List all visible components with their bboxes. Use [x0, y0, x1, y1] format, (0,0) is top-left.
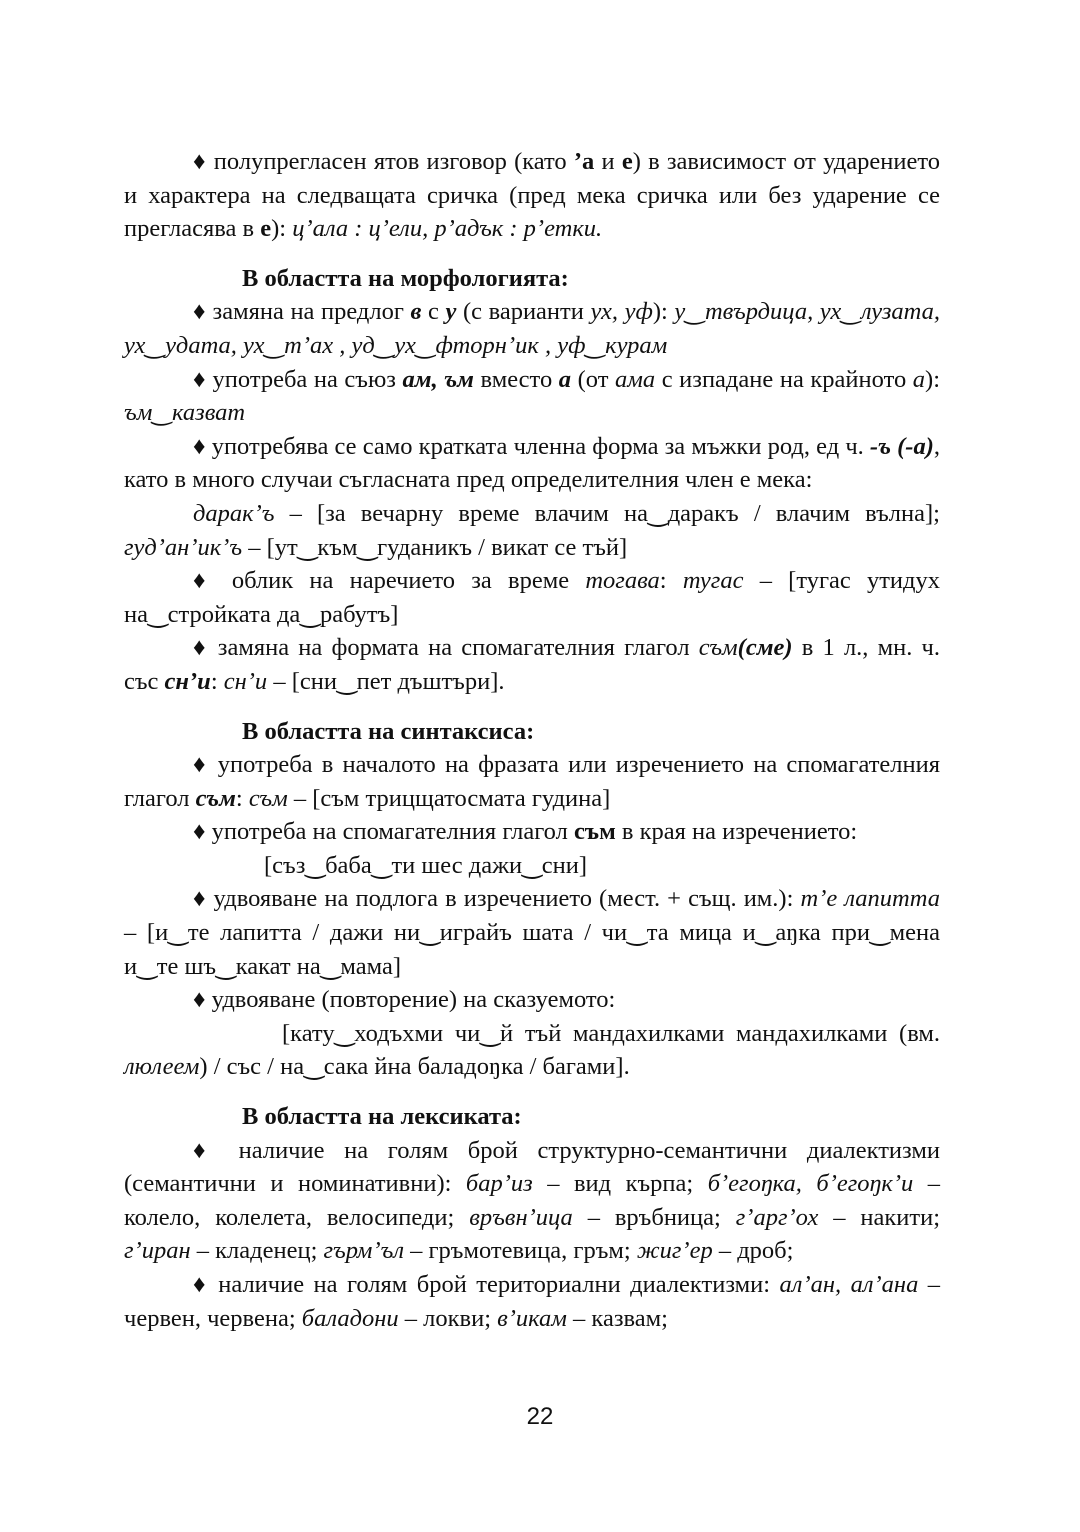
paragraph-sentence-end: ♦ употреба на спомагателния глагол съм в края на изречението: [193, 818, 858, 846]
paragraph-predicate-doubling: ♦ удвояване (повторение) на сказуемото: [193, 986, 616, 1014]
example-predicate-doubling: [кату‿ходъхми чи‿й тъй мандахилками мандахилками (вм. люлеем) / със / на‿сака йна баладоŋка / багами]. [124, 1019, 940, 1081]
heading-lexicon: В областта на лексиката: [242, 1103, 522, 1131]
paragraph-auxiliary-verb: ♦ замяна на формата на спомагателния глагол съм(сме) в 1 л., мн. ч. със сн’и: сн’и – [сни‿пет дъштъри]. [124, 634, 940, 695]
paragraph-article-examples: дарак’ъ – [за вечарну време влачим на‿даракъ / влачим вълна]; гуд’ан’ик’ъ – [ут‿към‿гуданикъ / викат се тъй] [124, 499, 940, 561]
paragraph-preposition: ♦ замяна на предлог в с у (с варианти ух, уф): у‿твърдица, ух‿лузата, ух‿удата, ух‿т’ах , уд‿ух‿фторн’ик , уф‿курам [124, 298, 940, 359]
example-sentence-end: [съз‿баба‿ти шес дажи‿сни] [264, 851, 588, 879]
page-number: 22 [526, 1403, 554, 1430]
paragraph-adverb: ♦ облик на наречието за време тогава: тугас – [тугас утидух на‿стройката да‿рабутъ] [124, 567, 940, 628]
heading-syntax: В областта на синтаксиса: [242, 717, 535, 745]
paragraph-conjunction: ♦ употреба на съюз ам, ъм вместо а (от ама с изпадане на крайното а): ъм‿казват [124, 365, 940, 427]
paragraph-article: ♦ употребява се само кратката членна форма за мъжки род, ед ч. -ъ (-а), като в много случаи съгласната пред определителния член е мека: [124, 432, 940, 494]
paragraph-structural-dialectisms: ♦ наличие на голям брой структурно-семантични диалектизми (семантични и номинативни): бар’из – вид кърпа; б’егоŋка, б’егоŋк’и – колело, колелета, велосипеди; връвн’ица – връбница; г’арг’ох – накити; г’иран – кладенец; гърм’ъл – гръмотевица, гръм; жиг’ер – дроб; [124, 1136, 941, 1265]
page-body [124, 145, 940, 1335]
paragraph-sentence-start: ♦ употреба в началото на фразата или изречението на спомагателния глагол съм: съм – [съм трицщатосмата гудина] [124, 751, 940, 812]
paragraph-territorial-dialectisms: ♦ наличие на голям брой териториални диалектизми: ал’ан, ал’ана – червен, червена; баладони – локви; в’икам – казвам; [124, 1271, 941, 1332]
heading-morphology: В областта на морфологията: [242, 264, 569, 292]
paragraph-subject-doubling: ♦ удвояване на подлога в изречението (мест. + същ. им.): т’е лапитта – [и‿те лапитта / дажи ни‿играйъ шата / чи‿та мица и‿аŋка при‿мена и‿те шъ‿какат на‿мама] [124, 885, 940, 980]
paragraph-yat-pronunciation: ♦ полупрегласен ятов изговор (като ’а и е) в зависимост от ударението и характера на следващата сричка (пред мека сричка или без ударение се прегласява в е): ц’ала : ц’ели, р’адък : р’етки. [124, 148, 940, 243]
